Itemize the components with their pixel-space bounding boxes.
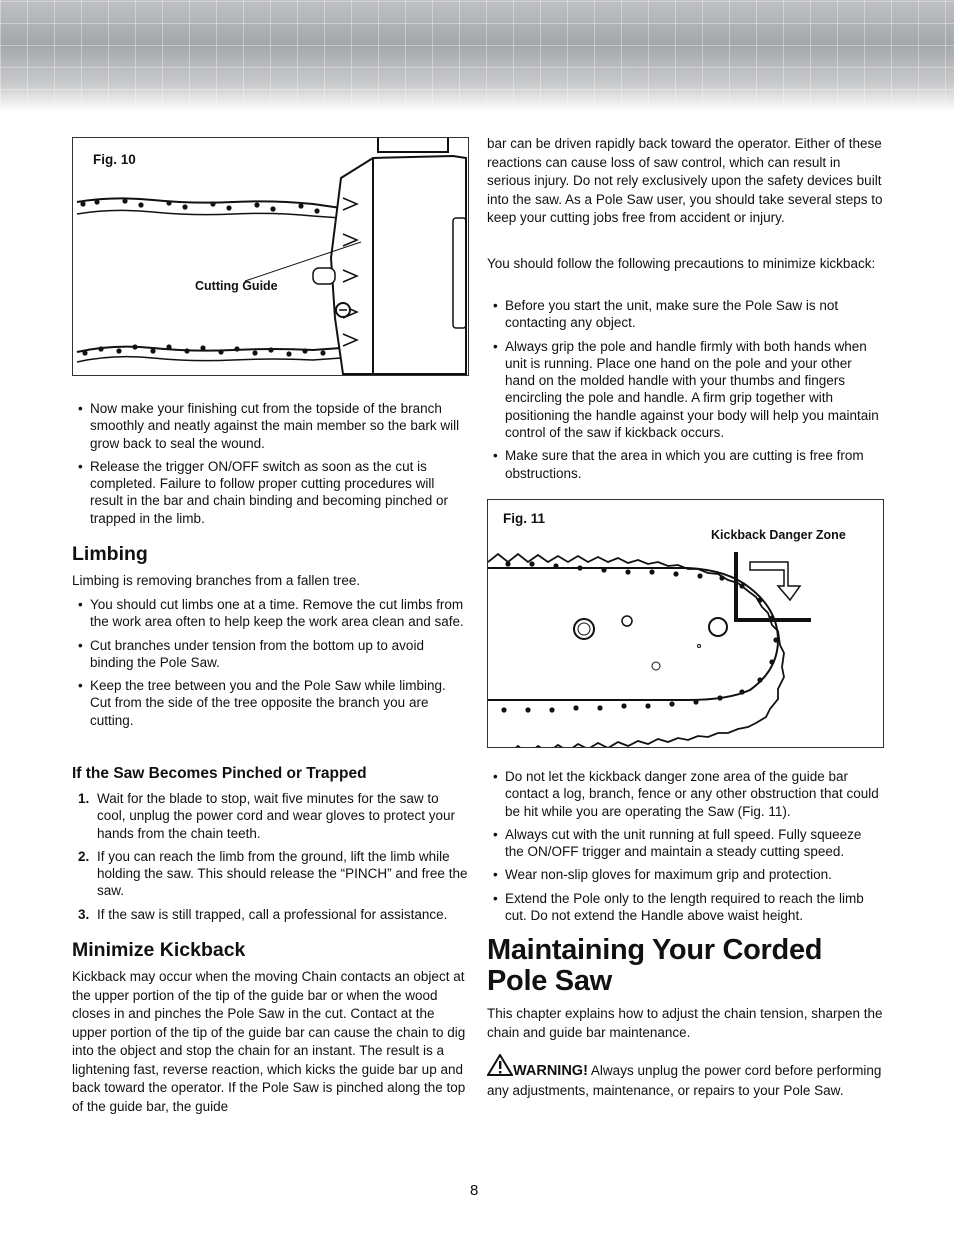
step-number: 1. xyxy=(78,791,90,806)
list-item: • Now make your finishing cut from the topside of the branch smoothly and neatly against the main member so the bark will grow back to seal the wound. xyxy=(72,400,468,452)
list-item: • You should cut limbs one at a time. Remove the cut limbs from the work area often to help keep the work area clean and safe. xyxy=(72,596,468,631)
precautions-intro: You should follow the following precautions to minimize kickback: xyxy=(487,256,876,271)
header-decorative-band xyxy=(0,0,954,112)
step-item xyxy=(72,790,468,842)
cutting-guide-callout: Cutting Guide xyxy=(195,279,278,293)
step-number: 3. xyxy=(78,906,90,922)
list-item: • Do not let the kickback danger zone area of the guide bar contact a log, branch, fence or any other obstruction that could be hit while you are operating the Saw (Fig. 11). xyxy=(487,768,883,820)
guide-bar-kickback-illustration xyxy=(488,500,883,747)
list-item: • Make sure that the area in which you are cutting is free from obstructions. xyxy=(487,447,883,482)
step-item xyxy=(72,848,468,900)
step-text: If the saw is still trapped, call a professional for assistance. xyxy=(97,906,448,922)
pinched-heading: If the Saw Becomes Pinched or Trapped xyxy=(72,765,367,782)
warning-text: Always unplug the power cord before performing any adjustments, maintenance, or repairs to your Pole Saw. xyxy=(487,1063,882,1098)
list-item: • Wear non-slip gloves for maximum grip and protection. xyxy=(487,866,883,883)
figure-11 xyxy=(487,499,884,748)
figure-10-label: Fig. 10 xyxy=(93,152,136,167)
kickback-zone-list xyxy=(487,768,883,924)
maintaining-heading: Maintaining Your Corded Pole Saw xyxy=(487,934,823,997)
limbing-list xyxy=(72,596,468,729)
list-item: • Cut branches under tension from the bottom up to avoid binding the Pole Saw. xyxy=(72,637,468,672)
maintaining-intro: This chapter explains how to adjust the chain tension, sharpen the chain and guide bar maintenance. xyxy=(487,1006,883,1040)
step-item xyxy=(72,906,468,923)
warning-block xyxy=(487,1054,883,1100)
step-text: Wait for the blade to stop, wait five minutes for the saw to cool, unplug the power cord and wear gloves to protect your hands from the chain teeth. xyxy=(97,791,455,841)
list-item: • Always cut with the unit running at full speed. Fully squeeze the ON/OFF trigger and maintain a steady cutting speed. xyxy=(487,826,883,861)
figure-10 xyxy=(72,137,469,376)
finishing-cut-list xyxy=(72,400,468,527)
warning-label: WARNING! xyxy=(513,1063,588,1079)
chain-saw-bar-illustration xyxy=(73,138,468,375)
list-item: • Always grip the pole and handle firmly with both hands when unit is running. Place one hand on the pole and your other hand on the molded handle with your thumbs and fingers encircling the pole and handle. A firm grip together with positioning the handle against your body will help you maintain control of the saw if kickback occurs. xyxy=(487,338,883,442)
list-item: • Extend the Pole only to the length required to reach the limb cut. Do not extend the Handle above waist height. xyxy=(487,890,883,925)
step-number: 2. xyxy=(78,848,90,864)
step-text: If you can reach the limb from the ground, lift the limb while holding the saw. This should release the “PINCH” and free the saw. xyxy=(97,848,468,899)
precautions-list xyxy=(487,297,883,482)
kickback-heading: Minimize Kickback xyxy=(72,939,246,961)
kickback-paragraph: Kickback may occur when the moving Chain contacts an object at the upper portion of the tip of the guide bar or when the wood closes in and pinches the Pole Saw in the cut. Contact at the upper portion of the tip of the guide bar can cause the chain to dig into the object and stop the chain for an instant. The result is a lightening fast, reverse reaction, which kicks the guide bar up and back toward the operator. If the Pole Saw is pinched along the top of the guide bar, the guide xyxy=(72,969,466,1114)
list-item: • Release the trigger ON/OFF switch as soon as the cut is completed. Failure to follow proper cutting procedures will result in the bar and chain binding and becoming pinched or trapped in the limb. xyxy=(72,458,468,527)
limbing-intro: Limbing is removing branches from a fallen tree. xyxy=(72,573,361,588)
limbing-heading: Limbing xyxy=(72,543,148,565)
list-item: • Keep the tree between you and the Pole Saw while limbing. Cut from the side of the tree opposite the branch you are cutting. xyxy=(72,677,468,729)
pinched-steps xyxy=(72,790,468,923)
kickback-danger-zone-callout: Kickback Danger Zone xyxy=(711,528,846,542)
page-number: 8 xyxy=(470,1182,479,1199)
kickback-paragraph-continued: bar can be driven rapidly back toward the operator. Either of these reactions can cause loss of saw control, which can result in serious injury. Do not rely exclusively upon the safety devices built into the saw. As a Pole Saw user, you should take several steps to keep your cutting jobs free from accident or injury. xyxy=(487,136,883,225)
warning-triangle-icon xyxy=(487,1054,513,1082)
list-item: • Before you start the unit, make sure the Pole Saw is not contacting any object. xyxy=(487,297,883,332)
figure-11-label: Fig. 11 xyxy=(503,511,546,526)
